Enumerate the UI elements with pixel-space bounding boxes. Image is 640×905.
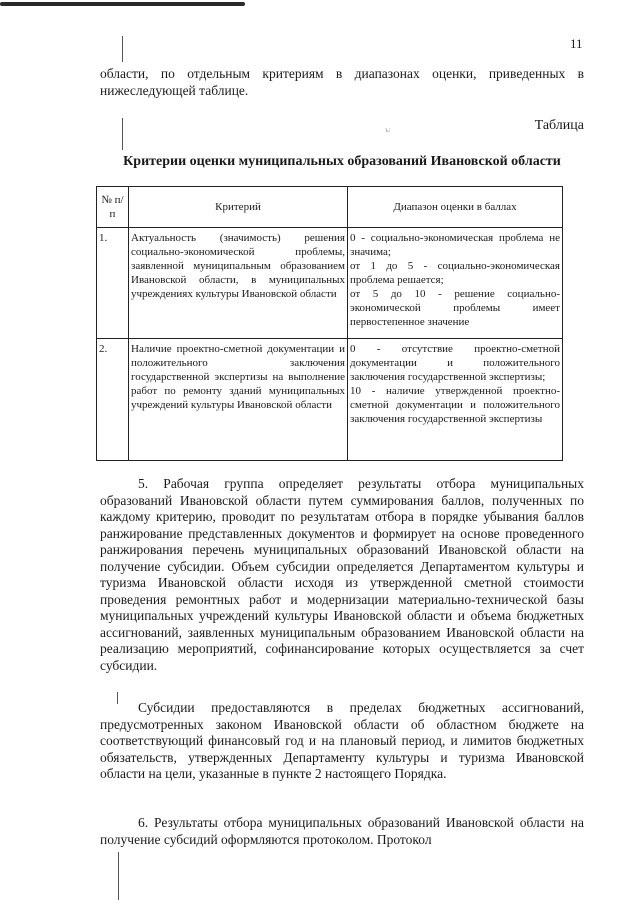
row-range: 0 - социально-экономическая проблема не значима; от 1 до 5 - социально-экономическая проблема решается; от 5 до 10 - решение социально-экономической проблемы имеет первостепенное значение xyxy=(348,228,563,339)
scan-artifact: ъ: xyxy=(385,126,391,134)
scan-margin-mark xyxy=(118,852,119,900)
table-row xyxy=(97,339,563,461)
scan-margin-mark xyxy=(122,36,123,62)
paragraph-5: 5. Рабочая группа определяет результаты отбора муниципальных образований Ивановской области путем суммирования баллов, полученных по каждому критерию, проводит по результатам отбора в порядке убывания баллов ранжирование представленных документов и формирует на основе проведенного ранжирования перечень муниципальных образований Ивановской области на получение субсидии. Объем субсидии определяется Департаментом культуры и туризма Ивановской области исходя из утвержденной сметной стоимости проведения ремонтных работ и модернизации материально-технической базы муниципальных учреждений культуры Ивановской области и объема бюджетных ассигнований, заявленных муниципальным образованием Ивановской области на реализацию мероприятий, софинансирование которых осуществляется за счет субсидии. xyxy=(100,476,584,673)
table-row xyxy=(97,228,563,339)
row-criterion: Наличие проектно-сметной документации и положительного заключения государственной экспертизы на выполнение работ по ремонту зданий муниципальных учреждений культуры Ивановской области xyxy=(129,339,348,461)
header-range: Диапазон оценки в баллах xyxy=(348,187,563,228)
row-number: 2. xyxy=(97,339,129,461)
paragraph-6: 6. Результаты отбора муниципальных образований Ивановской области на получение субсидий оформляются протоколом. Протокол xyxy=(100,815,584,847)
table-header-row xyxy=(97,187,563,228)
scan-edge-mark xyxy=(0,2,245,6)
row-range: 0 - отсутствие проектно-сметной документации и положительного заключения государственной экспертизы; 10 - наличие утвержденной проектно-сметной документации и положительного заключения государственной экспертизы xyxy=(348,339,563,461)
row-criterion: Актуальность (значимость) решения социально-экономической проблемы, заявленной муниципальным образованием Ивановской области, в муниципальных учреждениях культуры Ивановской области xyxy=(129,228,348,339)
intro-paragraph: области, по отдельным критериям в диапазонах оценки, приведенных в нижеследующей таблице. xyxy=(100,66,584,98)
page-number: 11 xyxy=(570,36,583,51)
criteria-table xyxy=(96,186,563,461)
header-number: № п/п xyxy=(97,187,129,228)
row-number: 1. xyxy=(97,228,129,339)
table-title: Критерии оценки муниципальных образований Ивановской области xyxy=(123,154,561,169)
header-criterion: Критерий xyxy=(129,187,348,228)
table-label: Таблица xyxy=(534,118,584,133)
paragraph-subsidies: Субсидии предоставляются в пределах бюджетных ассигнований, предусмотренных законом Ивановской области об областном бюджете на соответствующий финансовый год и на плановый период, и лимитов бюджетных обязательств, утвержденных Департаменту культуры и туризма Ивановской области на цели, указанные в пункте 2 настоящего Порядка. xyxy=(100,700,584,781)
scan-margin-mark xyxy=(122,118,123,150)
